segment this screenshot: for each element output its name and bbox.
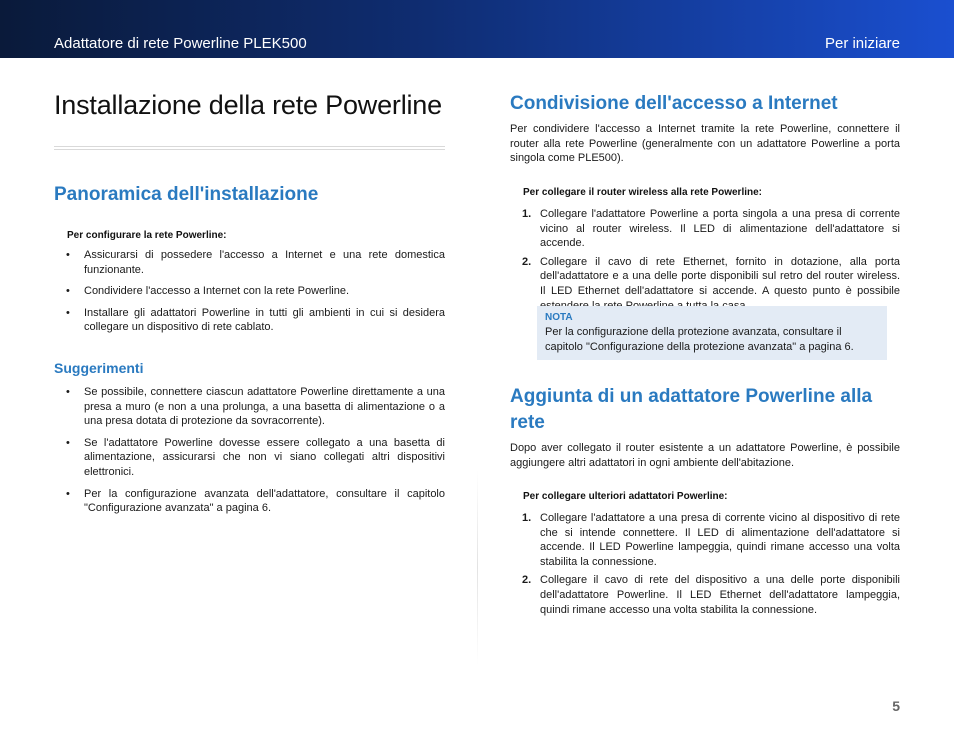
bullet-icon: • <box>66 306 70 319</box>
page-number: 5 <box>892 698 900 714</box>
note-text: Per la configurazione della protezione avanzata, consultare il capitolo "Configurazione della protezione avanzata" a pagina 6. <box>545 326 854 353</box>
adding-intro: Dopo aver collegato il router esistente a un adattatore Powerline, è possibile aggiungere altri adattatori in ogni ambiente dell'abitazione. <box>510 442 900 469</box>
sharing-intro: Per condividere l'accesso a Internet tramite la rete Powerline, connettere il router alla rete Powerline (generalmente con un adattatore Powerline a porta singola come PLE500). <box>510 123 900 165</box>
list-item: • Installare gli adattatori Powerline in tutti gli ambienti in cui si desidera collegare un dispositivo di rete cablato. <box>66 306 445 334</box>
sharing-label: Per collegare il router wireless alla rete Powerline: <box>523 187 762 198</box>
section-heading-sharing: Condivisione dell'accesso a Internet <box>510 93 838 114</box>
list-item: • Condividere l'accesso a Internet con la rete Powerline. <box>66 285 350 298</box>
list-item: 2. Collegare il cavo di rete del dispositivo a una delle porte disponibili dell'adattatore Powerline. Il LED Ethernet dell'adattatore lampeggia, quindi rimane accesso una volta stabilita la connessione. <box>522 574 900 616</box>
list-item: 2. Collegare il cavo di rete Ethernet, fornito in dotazione, alla porta dell'adattatore e a una delle porte disponibili sul retro del router wireless. Il LED Ethernet dell'adattatore si accende. A questo punto è possibile <box>522 255 900 297</box>
list-item: • Assicurarsi di possedere l'accesso a Internet e una rete domestica funzionante. <box>66 249 445 276</box>
bullet-icon: • <box>66 285 70 298</box>
bullet-icon: • <box>66 249 70 261</box>
section-heading-adding: Aggiunta di un adattatore Powerline alla rete <box>510 386 873 433</box>
list-item: • Se possibile, connettere ciascun adattatore Powerline direttamente a una presa a muro (e non a una prolunga, a una basetta di alimentazione o a una presa dotata di protezione da sovracorrente). <box>66 386 445 428</box>
list-item: 1. Collegare l'adattatore a una presa di corrente vicino al dispositivo di rete che si intende connettere. Il LED di alimentazione dell'adattatore si accende. Il LED Powerline lampeggia, quindi rimane accesso una volta stabilita la connessione. <box>522 512 900 568</box>
column-divider <box>477 470 478 665</box>
section-heading-overview: Panoramica dell'installazione <box>54 184 319 205</box>
page-header <box>0 0 954 58</box>
overview-label: Per configurare la rete Powerline: <box>67 230 227 241</box>
bullet-icon: • <box>66 487 70 500</box>
title-divider <box>54 146 445 150</box>
adding-label: Per collegare ulteriori adattatori Powerline: <box>523 491 728 502</box>
bullet-icon: • <box>66 386 70 398</box>
list-item: • Se l'adattatore Powerline dovesse essere collegato a una basetta di alimentazione, assicurarsi che non vi siano collegati altri dispositivi elettronici. <box>66 436 445 478</box>
adding-steps <box>510 511 900 621</box>
page-title: Installazione della rete Powerline <box>54 90 442 120</box>
overview-list <box>54 248 445 342</box>
note-box <box>537 306 887 360</box>
list-item: • Per la configurazione avanzata dell'adattatore, consultare il capitolo "Configurazione avanzata" a pagina 6. <box>66 487 445 515</box>
tips-list <box>54 385 445 523</box>
header-product-title: Adattatore di rete Powerline PLEK500 <box>54 35 307 52</box>
list-item: 1. Collegare l'adattatore Powerline a porta singola a una presa di corrente vicino al router wireless. Il LED di alimentazione dell'adattatore si accende. <box>522 208 900 250</box>
note-title: NOTA <box>545 312 573 323</box>
sharing-steps <box>510 207 900 317</box>
section-heading-tips: Suggerimenti <box>54 360 144 376</box>
header-chapter-title: Per iniziare <box>824 35 900 52</box>
bullet-icon: • <box>66 436 70 449</box>
